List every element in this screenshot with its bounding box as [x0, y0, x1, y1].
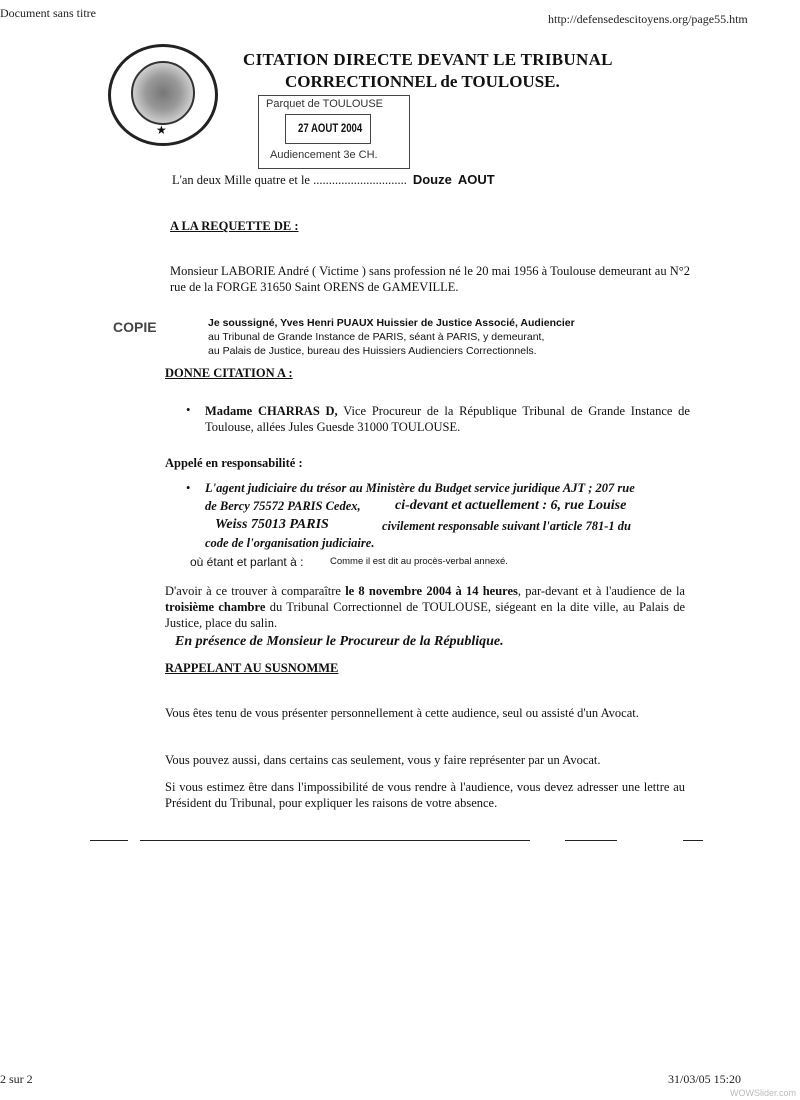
bullet-icon: •	[186, 481, 191, 495]
watermark: WOWSlider.com	[730, 1088, 797, 1098]
date-month: AOUT	[457, 172, 495, 187]
responsible-heading: Appelé en responsabilité :	[165, 456, 303, 470]
request-text: Monsieur LABORIE André ( Victime ) sans profession né le 20 mai 1956 à Toulouse demeurant au N°2 rue de la FORGE 31650 Saint ORENS de GAMEVILLE.	[170, 264, 690, 294]
defendant-text: Vice Procureur de la République Tribunal de Grande Instance de Toulouse, allées Jules Guesde 31000 TOULOUSE.	[205, 404, 690, 434]
date-line: L'an deux Mille quatre et le ..............................	[172, 173, 407, 187]
responsible-line-4: code de l'organisation judiciaire.	[205, 536, 375, 550]
divider	[140, 840, 530, 841]
title-line-2: CORRECTIONNEL de TOULOUSE.	[285, 72, 560, 91]
appear-chamber: troisième chambre	[165, 600, 266, 614]
responsible-line-2b: ci-devant et actuellement : 6, rue Louise	[395, 498, 627, 513]
responsible-line-2a: de Bercy 75572 PARIS Cedex,	[205, 499, 361, 513]
star-icon: ★	[156, 123, 167, 137]
defendant-name: Madame CHARRAS D,	[205, 404, 338, 418]
date-line-row	[172, 172, 495, 188]
stamp-top: Parquet de TOULOUSE	[266, 98, 383, 110]
browser-title: Document sans titre	[0, 6, 96, 20]
tribunal-seal	[108, 44, 218, 146]
request-heading: A LA REQUETTE DE :	[170, 219, 299, 233]
copie-mark: COPIE	[113, 319, 157, 335]
huissier-line-1: Je soussigné, Yves Henri PUAUX Huissier de Justice Associé, Audiencier	[208, 317, 575, 329]
divider	[565, 840, 617, 841]
appear-p3: du Tribunal Correctionnel de TOULOUSE, siégeant en la dite ville, au Palais de Justice, place du salin.	[165, 600, 685, 630]
reminder-heading: RAPPELANT AU SUSNOMME	[165, 661, 339, 675]
date-day: Douze	[412, 172, 452, 187]
stamp-date: 27 AOUT 2004	[298, 121, 363, 135]
divider	[683, 840, 703, 841]
divider	[90, 840, 128, 841]
responsible-line-1: L'agent judiciaire du trésor au Ministère du Budget service juridique AJT ; 207 rue	[205, 481, 635, 495]
print-datetime: 31/03/05 15:20	[668, 1072, 742, 1086]
appear-p2: , par-devant et à l'audience de la	[517, 584, 685, 598]
appearance-text	[165, 583, 685, 631]
appear-p1: D'avoir à ce trouver à comparaître	[165, 584, 346, 598]
bullet-icon: •	[186, 403, 191, 417]
responsible-line-3a: Weiss 75013 PARIS	[215, 517, 329, 532]
reminder-p3: Si vous estimez être dans l'impossibilité de vous rendre à l'audience, vous devez adresser une lettre au Président du Tribunal, pour expliquer les raisons de votre absence.	[165, 780, 685, 810]
defendant	[205, 403, 690, 435]
citation-heading: DONNE CITATION A :	[165, 366, 293, 380]
huissier-line-3: au Palais de Justice, bureau des Huissiers Audienciers Correctionnels.	[208, 345, 537, 357]
huissier-line-2: au Tribunal de Grande Instance de PARIS, séant à PARIS, y demeurant,	[208, 331, 545, 343]
reminder-p1: Vous êtes tenu de vous présenter personnellement à cette audience, seul ou assisté d'un Avocat.	[165, 706, 639, 720]
page-count: 2 sur 2	[0, 1072, 33, 1086]
title-line-1: CITATION DIRECTE DEVANT LE TRIBUNAL	[243, 50, 613, 69]
stamp-bottom: Audiencement 3e CH.	[270, 149, 378, 161]
appear-date: le 8 novembre 2004 à 14 heures	[345, 584, 518, 598]
presence-line: En présence de Monsieur le Procureur de la République.	[175, 634, 504, 649]
served-text: Comme il est dit au procès-verbal annexé.	[330, 556, 508, 567]
reminder-p2: Vous pouvez aussi, dans certains cas seulement, vous y faire représenter par un Avocat.	[165, 753, 601, 767]
browser-url: http://defensedescitoyens.org/page55.htm	[548, 12, 748, 26]
served-label: où étant et parlant à :	[190, 555, 304, 569]
responsible-line-3b: civilement responsable suivant l'article 781-1 du	[382, 519, 631, 533]
